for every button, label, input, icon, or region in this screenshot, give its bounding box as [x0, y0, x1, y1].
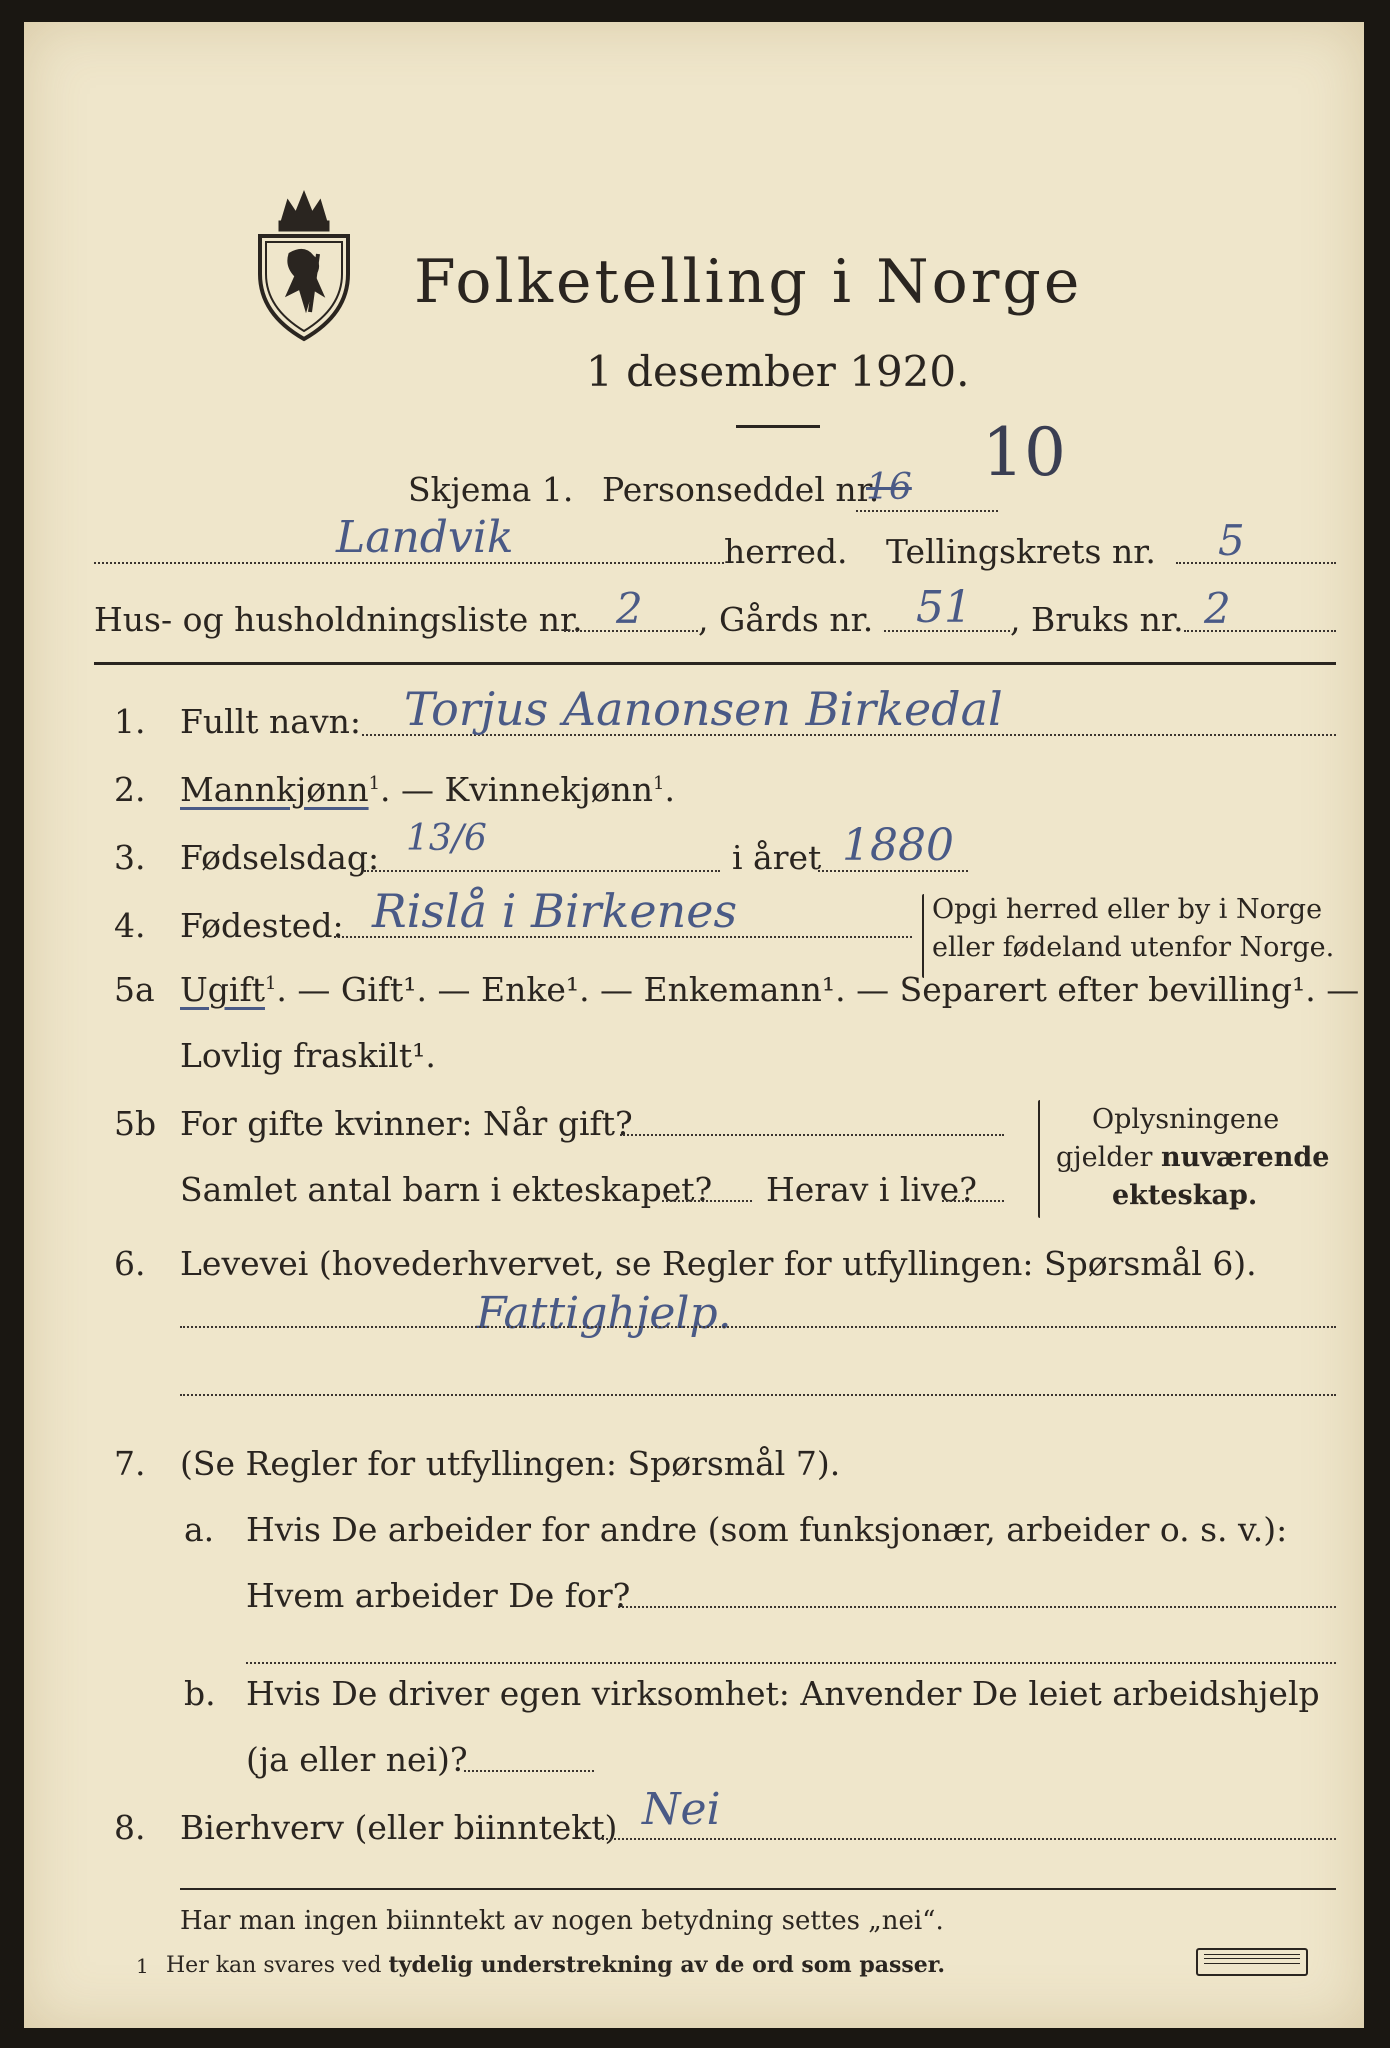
q2-number: 2. [114, 770, 146, 809]
q5b-note-line3: ekteskap. [1112, 1180, 1258, 1211]
header-rule [94, 662, 1336, 665]
bruks-value: 2 [1204, 584, 1231, 633]
q7-label: (Se Regler for utfyllingen: Spørsmål 7). [180, 1444, 841, 1483]
footnote-number: 1 [136, 1954, 149, 1978]
q5b-number: 5b [114, 1104, 157, 1143]
q5b-brace [1038, 1100, 1040, 1218]
q7a-text: Hvis De arbeider for andre (som funksjonær, arbeider o. s. v.): [246, 1510, 1288, 1549]
printer-stamp [1196, 1948, 1308, 1976]
q8-number: 8. [114, 1808, 146, 1847]
civil-status-line2: Lovlig fraskilt¹. [180, 1036, 436, 1075]
children-total-label: Samlet antal barn i ekteskapet? [180, 1170, 713, 1209]
hired-help-field[interactable] [464, 1770, 594, 1772]
married-when-label: For gifte kvinner: Når gift? [180, 1104, 633, 1143]
birth-year-value: 1880 [842, 820, 954, 871]
employer-field-line1[interactable] [618, 1606, 1336, 1608]
birthday-field[interactable] [364, 870, 720, 872]
footer-rule [180, 1888, 1336, 1890]
personseddel-value: 10 [982, 414, 1066, 491]
children-alive-label: Herav i live? [766, 1170, 977, 1209]
q7b-text: Hvis De driver egen virksomhet: Anvender De leiet arbeidshjelp [246, 1674, 1320, 1713]
tellingskrets-label: Tellingskrets nr. [886, 532, 1156, 571]
occupation-field-line2[interactable] [180, 1394, 1336, 1396]
q1-number: 1. [114, 702, 146, 741]
footnote-text: Her kan svares ved tydelig understrekning av de ord som passer. [166, 1952, 946, 1978]
employer-field-line2[interactable] [246, 1662, 1336, 1664]
birthplace-value: Rislå i Birkenes [372, 884, 738, 938]
q7b-letter: b. [184, 1674, 216, 1713]
q7b-question: (ja eller nei)? [246, 1740, 468, 1779]
q6-number: 6. [114, 1244, 146, 1283]
form-title: Folketelling i Norge [414, 247, 1083, 317]
q4-label: Fødested: [180, 906, 344, 945]
personseddel-struck-value: 16 [866, 467, 912, 508]
q7-number: 7. [114, 1444, 146, 1483]
children-alive-field[interactable] [942, 1200, 1004, 1202]
occupation-value: Fattighjelp. [476, 1288, 732, 1339]
q5a-number: 5a [114, 970, 155, 1009]
q4-brace [922, 894, 924, 978]
hus-label: Hus- og husholdningsliste nr. [94, 600, 583, 639]
q4-note-line2: eller fødeland utenfor Norge. [932, 932, 1335, 963]
bruks-label: , Bruks nr. [1010, 600, 1184, 639]
tellingskrets-value: 5 [1218, 516, 1245, 565]
hus-value: 2 [616, 584, 643, 633]
census-form [24, 22, 1364, 2028]
q8-label: Bierhverv (eller biinntekt) [180, 1808, 618, 1847]
q5b-note-line1: Oplysningene [1092, 1104, 1280, 1135]
q5b-note-line2: gjelder nuværende [1056, 1142, 1330, 1173]
q7a-letter: a. [184, 1510, 215, 1549]
birthday-value: 13/6 [406, 818, 487, 859]
q6-label: Levevei (hovederhvervet, se Regler for utfyllingen: Spørsmål 6). [180, 1244, 1257, 1283]
gards-value: 51 [916, 582, 972, 633]
q4-note-line1: Opgi herred eller by i Norge [932, 894, 1323, 925]
gards-label: , Gårds nr. [698, 600, 874, 639]
married-when-field[interactable] [620, 1134, 1004, 1136]
q1-label: Fullt navn: [180, 702, 361, 741]
side-income-field[interactable] [598, 1838, 1336, 1840]
personseddel-label: Personseddel nr. [602, 470, 880, 509]
tellingskrets-field[interactable] [1176, 562, 1336, 564]
q3-number: 3. [114, 838, 146, 877]
gender-options: Mannkjønn$^1$. — Kvinnekjønn$^1$. [180, 770, 675, 809]
norwegian-coat-of-arms-icon [252, 184, 356, 344]
footer-note: Har man ingen biinntekt av nogen betydning settes „nei“. [180, 1906, 944, 1936]
herred-value: Landvik [336, 512, 514, 563]
personseddel-field[interactable] [856, 510, 998, 512]
q3-label: Fødselsdag: [180, 838, 380, 877]
full-name-value: Torjus Aanonsen Birkedal [404, 682, 1003, 736]
herred-label: herred. [724, 532, 848, 571]
civil-status-ugift-option[interactable]: Ugift [180, 970, 265, 1009]
census-date: 1 desember 1920. [586, 347, 970, 396]
title-divider [736, 425, 820, 428]
civil-status-options: Ugift$^1$. — Gift¹. — Enke¹. — Enkemann¹. — Separert efter bevilling¹. — [180, 970, 1360, 1009]
year-label: i året [732, 838, 822, 877]
schema-label: Skjema 1. [408, 470, 574, 509]
gender-male-option[interactable]: Mannkjønn [180, 770, 369, 809]
occupation-field-line1[interactable] [180, 1326, 1336, 1328]
q7a-question: Hvem arbeider De for? [246, 1576, 631, 1615]
children-total-field[interactable] [662, 1200, 752, 1202]
side-income-value: Nei [642, 1784, 721, 1835]
q4-number: 4. [114, 906, 146, 945]
